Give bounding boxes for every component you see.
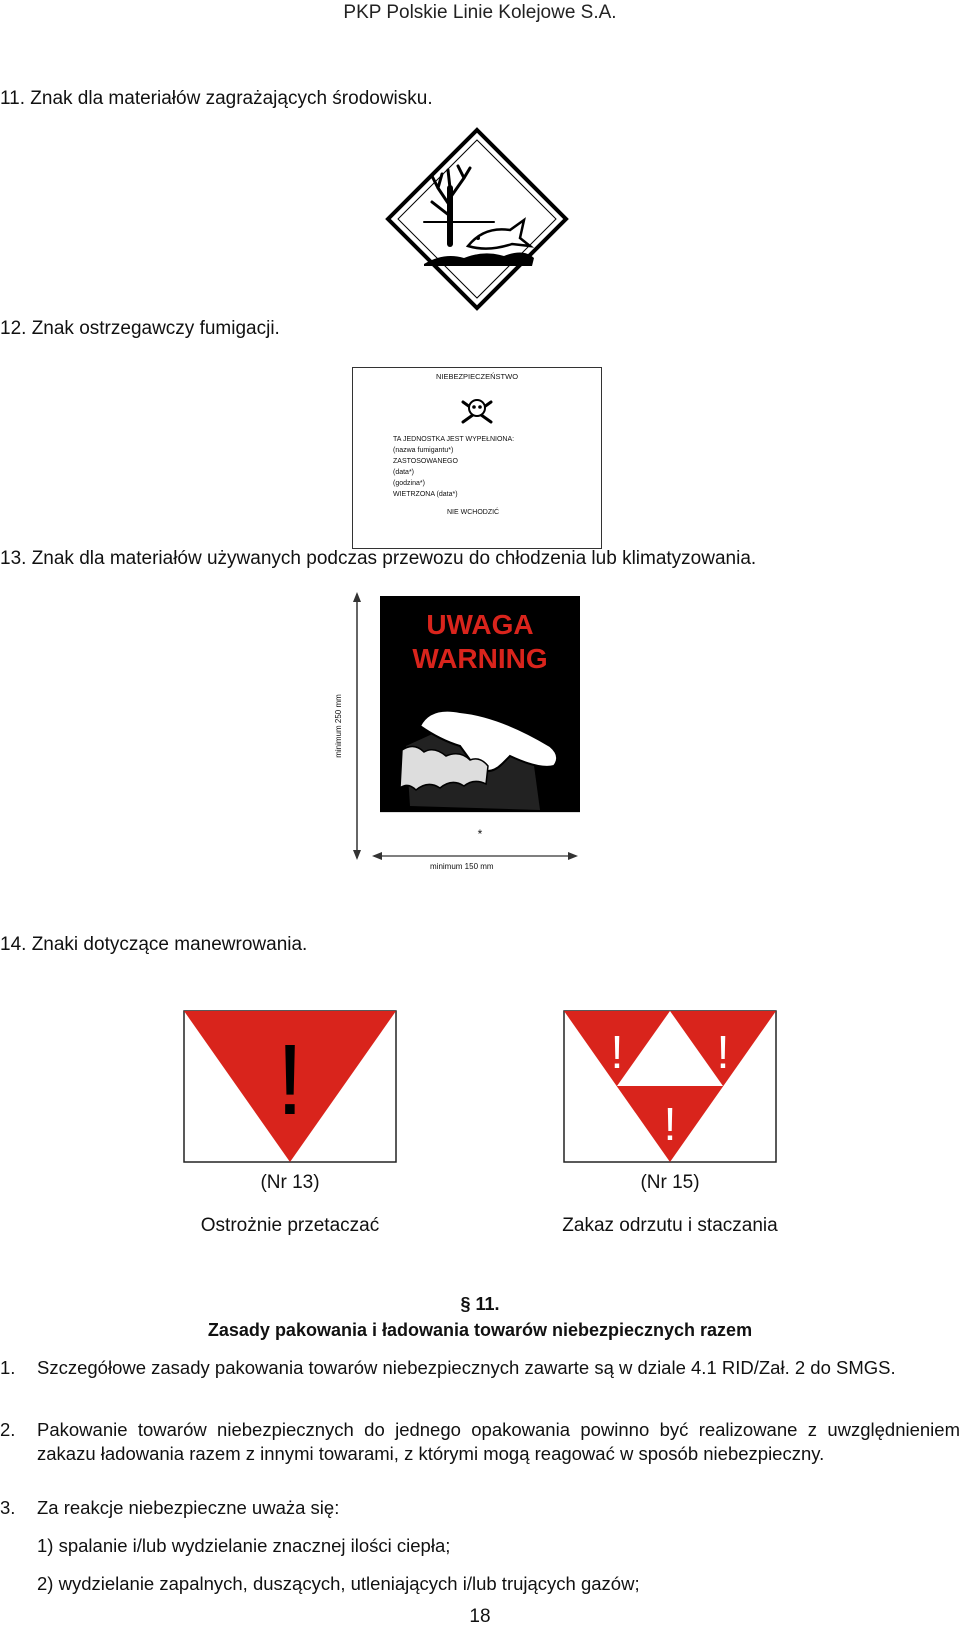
fumigation-line-6: WIETRZONA (data*)	[393, 491, 458, 498]
sign-nr13-label: Ostrożnie przetaczać	[200, 1215, 380, 1236]
item-13-heading: 13. Znak dla materiałów używanych podczas przewozu do chłodzenia lub klimatyzowania.	[0, 548, 757, 569]
width-label: minimum 150 mm	[430, 862, 494, 871]
section-symbol: § 11.	[460, 1294, 500, 1314]
shunting-sign-nr15	[563, 1010, 777, 1163]
fumigation-heading: NIEBEZPIECZEŃSTWO	[435, 372, 519, 381]
environmental-hazard-sign	[384, 126, 570, 312]
paragraph-2-text: Pakowanie towarów niebezpiecznych do jednego opakowania powinno być realizowane z uwzględnieniem zakazu ładowania razem z innymi towarami, z którymi mogą reagować w sposób niebezpieczny.	[37, 1419, 960, 1464]
paragraph-2	[0, 1418, 960, 1466]
list-item-1: 1) spalanie i/lub wydzielanie znacznej ilości ciepła;	[37, 1535, 451, 1556]
asterisk-mark: *	[477, 827, 483, 841]
fumigation-line-4: (data*)	[393, 469, 415, 476]
exclamation-mark-icon-left: !	[610, 1026, 624, 1078]
skull-crossbones-icon	[459, 396, 495, 428]
item-14-heading: 14. Znaki dotyczące manewrowania.	[0, 934, 308, 955]
paragraph-3-number: 3.	[0, 1497, 16, 1518]
paragraph-1-number: 1.	[0, 1357, 16, 1378]
fumigation-line-1: TA JEDNOSTKA JEST WYPEŁNIONA:	[393, 436, 515, 443]
section-title: Zasady pakowania i ładowania towarów niebezpiecznych razem	[207, 1320, 753, 1340]
warning-text: WARNING	[412, 643, 548, 674]
fumigation-warning-sign	[352, 367, 602, 549]
width-dimension-line	[370, 850, 580, 862]
page-number: 18	[469, 1606, 491, 1627]
paragraph-1	[0, 1356, 960, 1380]
uwaga-text: UWAGA	[426, 609, 534, 640]
height-label: minimum 250 mm	[334, 694, 343, 758]
exclamation-mark-icon: !	[276, 1024, 304, 1136]
exclamation-mark-icon-bottom: !	[663, 1098, 677, 1150]
paragraph-1-text: Szczegółowe zasady pakowania towarów niebezpiecznych zawarte są w dziale 4.1 RID/Zał. 2 do SMGS.	[37, 1357, 896, 1378]
frostbite-hand-icon	[390, 686, 570, 810]
paragraph-2-number: 2.	[0, 1419, 16, 1440]
sign-nr15-label: Zakaz odrzutu i staczania	[562, 1215, 778, 1236]
fumigation-line-2: (nazwa fumigantu*)	[393, 447, 454, 454]
item-11-heading: 11. Znak dla materiałów zagrażających środowisku.	[0, 88, 433, 109]
cooling-warning-sign	[334, 590, 620, 890]
paragraph-3	[0, 1496, 960, 1520]
shunting-sign-nr13	[183, 1010, 397, 1163]
item-12-heading: 12. Znak ostrzegawczy fumigacji.	[0, 318, 280, 339]
page-header: PKP Polskie Linie Kolejowe S.A.	[343, 2, 617, 23]
sign-nr15-number: (Nr 15)	[640, 1172, 700, 1193]
list-item-2: 2) wydzielanie zapalnych, duszących, utleniających i/lub trujących gazów;	[37, 1573, 640, 1594]
fumigation-footer: NIE WCHODZIĆ	[447, 509, 500, 516]
fumigation-line-5: (godzina*)	[393, 480, 425, 487]
sign-nr13-number: (Nr 13)	[260, 1172, 320, 1193]
exclamation-mark-icon-right: !	[716, 1026, 730, 1078]
fumigation-line-3: ZASTOSOWANEGO	[393, 458, 458, 465]
paragraph-3-text: Za reakcje niebezpieczne uważa się:	[37, 1497, 340, 1518]
warning-black-panel	[380, 596, 580, 812]
